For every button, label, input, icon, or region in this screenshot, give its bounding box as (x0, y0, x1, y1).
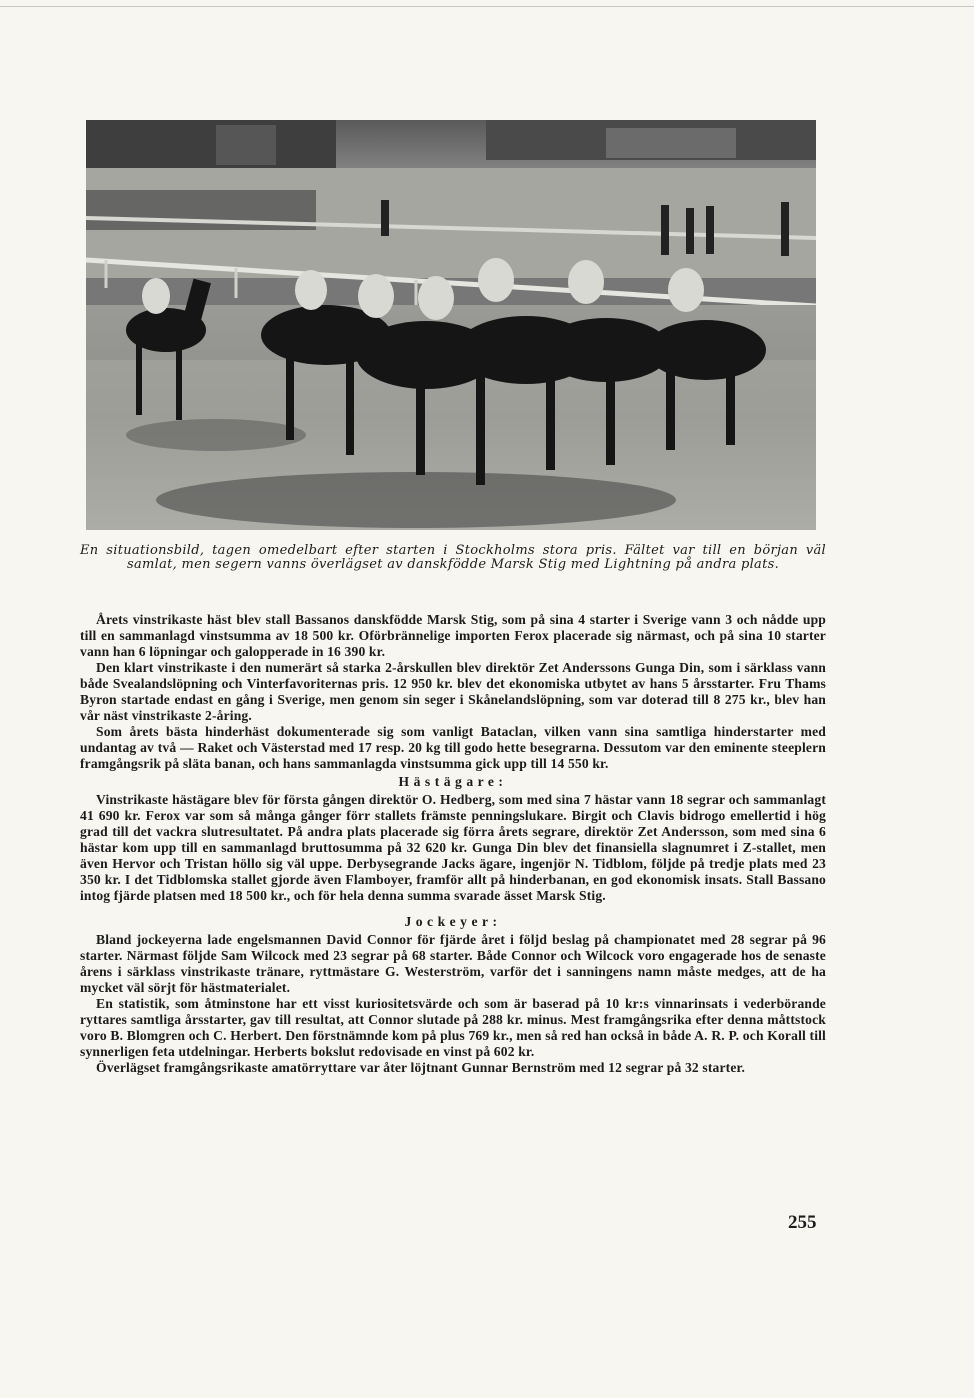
photo-caption: En situationsbild, tagen omedelbart efter starten i Stockholms stora pris. Fältet var till en början väl samlat, men segern vanns överlägset av danskfödde Marsk Stig med Lightning på andra plats. (80, 543, 826, 572)
paragraph: Årets vinstrikaste häst blev stall Bassanos danskfödde Marsk Stig, som på sina 4 starter i Sverige vann 3 och nådde upp till en sammanlagd vinstsumma av 18 500 kr. Oförbrännelige importen Ferox placerade sig närmast, och på sina 10 starter vann han 6 löpningar och galopperade in 16 390 kr. (80, 612, 826, 659)
paragraph: Bland jockeyerna lade engelsmannen David Connor för fjärde året i följd beslag på championatet med 28 segrar på 96 starter. Närmast följde Sam Wilcock med 23 segrar på 68 starter. Både Connor och Wilcock voro engagerade hos de senaste årens i särklass vinstrikaste tränare, ryttmästare G. Westerström, varför det i sanningens namn måste medges, att de ha mycket väl sörjt för hästmaterialet. (80, 932, 826, 995)
paragraph: Den klart vinstrikaste i den numerärt så starka 2-årskullen blev direktör Zet Anderssons Gunga Din, som i särklass vann både Svealandslöpning och Vinterfavoriternas pris. 12 950 kr. blev det ekonomiska utbytet av hans 5 årsstarter. Fru Thams Byron startade endast en gång i Sverige, men genom sin seger i Skånelandslöpning, som var doterad till 8 275 kr., blev han vår näst vinstrikaste 2-åring. (80, 660, 826, 723)
horse-race-photo-icon (86, 120, 816, 530)
section-heading-owners: Hästägare: (398, 774, 508, 789)
page-number: 255 (788, 1212, 817, 1233)
paragraph: Överlägset framgångsrikaste amatörryttare var åter löjtnant Gunnar Bernström med 12 segrar på 32 starter. (96, 1060, 745, 1075)
paragraph: Som årets bästa hinderhäst dokumenterade sig som vanligt Bataclan, vilken vann sina samtliga hinderstarter med undantag av två — Raket och Västerstad med 17 resp. 20 kg till godo hette besegrarna. Dessutom var den eminente steeplern framgångsrik på släta banan, och hans sammanlagda vinstsumma gick upp till 14 550 kr. (80, 724, 826, 771)
article-body (80, 612, 826, 1076)
section-heading-jockeys: Jockeyer: (404, 914, 502, 929)
paragraph: Vinstrikaste hästägare blev för första gången direktör O. Hedberg, som med sina 7 hästar vann 18 segrar och sammanlagt 41 690 kr. Ferox var som så många gånger förr stallets främste penningslukare. Birgit och Clavis bidrogo emellertid i hög grad till det vackra slutresultatet. På andra plats placerade sig förra årets segrare, direktör Zet Andersson, som med sina 6 hästar kom upp till en sammanlagd bruttosumma på 32 620 kr. Gunga Din blev det finansiella slagnumret i Z-stallet, men även Hervor och Tristan höllo sig väl uppe. Derbysegrande Jacks ägare, ingenjör N. Tidblom, följde på tredje plats med 23 350 kr. I det Tidblomska stallet gjorde även Flamboyer, framför allt på hinderbanan, en god ekonomisk insats. Stall Bassano intog fjärde platsen med 18 500 kr., och för hela denna summa svarade ässet Marsk Stig. (80, 792, 826, 903)
race-photo (86, 120, 816, 530)
top-rule (0, 6, 974, 7)
paragraph: En statistik, som åtminstone har ett visst kuriositetsvärde och som är baserad på 10 kr:s vinnarinsats i vederbörande ryttares samtliga årsstarter, gav till resultat, att Connor slutade på 288 kr. minus. Mest framgångsrika efter denna måttstock voro B. Blomgren och C. Herbert. Den förstnämnde kom på plus 769 kr., men så red han också in både A. R. P. och Korall till synnerligen feta utdelningar. Herberts bokslut redovisade en vinst på 602 kr. (80, 996, 826, 1059)
